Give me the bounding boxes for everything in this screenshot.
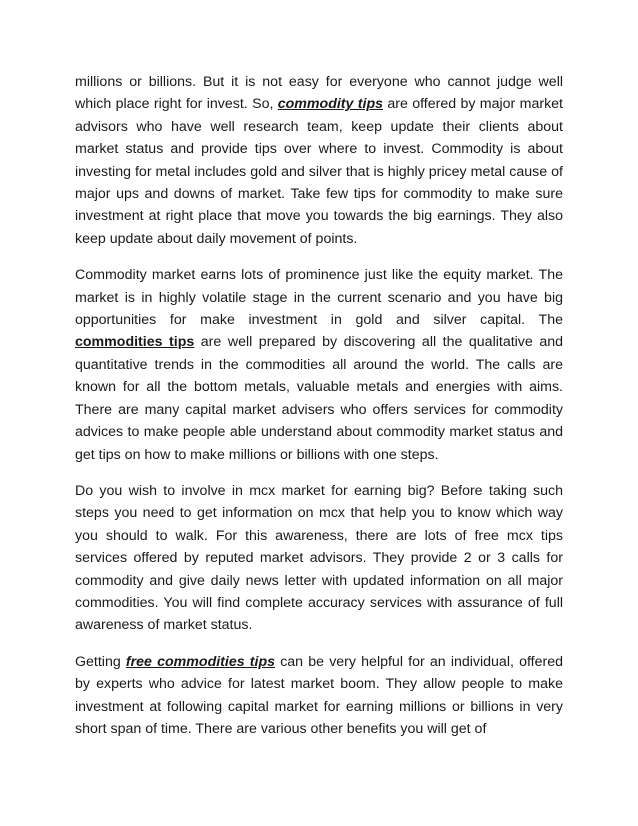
commodity-tips-link[interactable]: commodity tips xyxy=(277,96,383,113)
commodities-tips-link[interactable]: commodities tips xyxy=(75,334,195,351)
paragraph-2 xyxy=(75,264,563,466)
paragraph-text: millions or billions. But it is not easy for everyone who cannot judge well which place right for invest. So, xyxy=(75,74,563,113)
paragraph-text: Getting xyxy=(75,653,126,670)
paragraph-1 xyxy=(75,71,563,250)
paragraph-4 xyxy=(75,651,563,741)
paragraph-text: are well prepared by discovering all the qualitative and quantitative trends in the commodities all around the world. The calls are known for all the bottom metals, valuable metals and energies with aims. There are many capital market advisers who offers services for commodity advices to make people able understand about commodity market status and get tips on how to make millions or billions with one steps. xyxy=(75,334,563,463)
paragraph-text: Do you wish to involve in mcx market for earning big? Before taking such steps you need to get information on mcx that help you to know which way you should to walk. For this awareness, there are lots of free mcx tips services offered by reputed market advisors. They provide 2 or 3 calls for commodity and give daily news letter with updated information on all major commodities. You will find complete accuracy services with assurance of full awareness of market status. xyxy=(75,482,563,634)
paragraph-3 xyxy=(75,480,563,637)
document-page xyxy=(75,71,563,754)
free-commodities-tips-link[interactable]: free commodities tips xyxy=(125,653,276,670)
paragraph-text: Commodity market earns lots of prominence just like the equity market. The market is in highly volatile stage in the current scenario and you have big opportunities for make investment in gold and silver capital. The xyxy=(75,267,563,329)
paragraph-text: can be very helpful for an individual, offered by experts who advice for latest market boom. They allow people to make investment at following capital market for earning millions or billions in very short span of time. There are various other benefits you will get of xyxy=(75,653,563,737)
paragraph-text: are offered by major market advisors who have well research team, keep update their clients about market status and provide tips over where to invest. Commodity is about investing for metal includes gold and silver that is highly pricey metal cause of major ups and downs of market. Take few tips for commodity to make sure investment at right place that move you towards the big earnings. They also keep update about daily movement of points. xyxy=(75,96,563,247)
